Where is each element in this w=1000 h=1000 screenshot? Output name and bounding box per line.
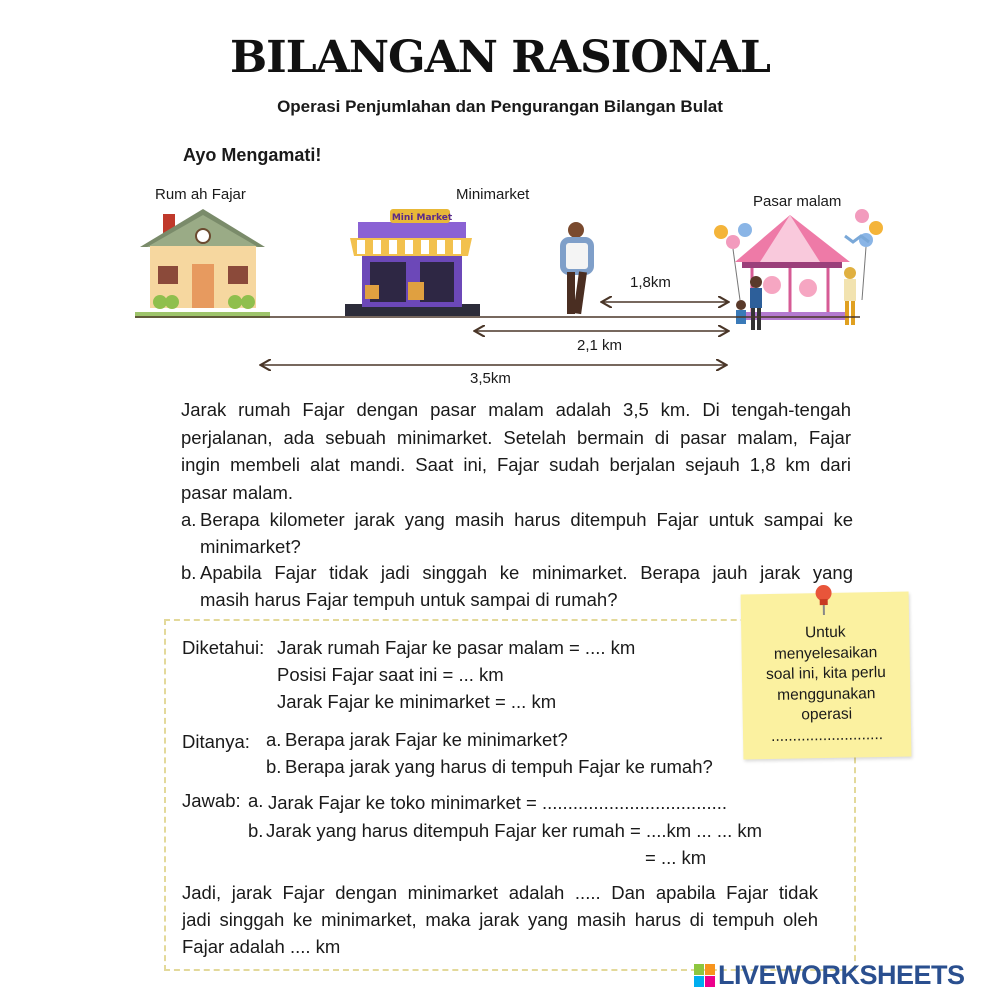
night-market-label: Pasar malam	[753, 193, 842, 210]
note-line: ..........................	[770, 725, 884, 745]
story-line: Jarak rumah Fajar dengan pasar malam adalah 3,5 km. Di tengah-tengah	[181, 399, 851, 420]
pushpin-icon	[808, 583, 839, 618]
asked-item: Berapa jarak Fajar ke minimarket?	[285, 729, 568, 750]
known-item: Jarak Fajar ke minimarket = ... km	[277, 691, 557, 712]
note-line: menggunakan	[777, 684, 876, 704]
conclusion-line: Jadi, jarak Fajar dengan minimarket adalah ..... Dan apabila Fajar tidak	[182, 882, 818, 903]
known-label: Diketahui:	[182, 637, 265, 658]
answer-marker: a.	[248, 790, 264, 811]
note-line: Untuk	[804, 623, 846, 642]
note-line: operasi	[801, 705, 853, 724]
answer-result: = ... km	[645, 847, 707, 868]
conclusion-line: jadi singgah ke minimarket, maka jarak yang masih harus di tempuh oleh	[182, 909, 818, 930]
page-title: BILANGAN RASIONAL	[229, 32, 770, 83]
question-text: minimarket?	[200, 536, 301, 557]
brand-logo-icon	[694, 964, 716, 993]
story-line: ingin membeli alat mandi. Saat ini, Fajar sudah berjalan sejauh 1,8 km dari	[181, 454, 851, 475]
asked-marker: a.	[266, 729, 282, 750]
brand-name[interactable]: LIVEWORKSHEETS	[718, 960, 965, 990]
answer-marker: b.	[248, 820, 264, 841]
answer-label: Jawab:	[182, 790, 241, 811]
question-text: masih harus Fajar tempuh untuk sampai di rumah?	[200, 589, 618, 610]
minimarket-icon	[345, 209, 480, 316]
question-a	[181, 506, 853, 560]
conclusion-paragraph	[182, 879, 818, 960]
distance-minimarket-label: 2,1 km	[577, 337, 623, 354]
distance-total-label: 3,5km	[470, 370, 511, 387]
conclusion-line: Fajar adalah .... km	[182, 936, 341, 957]
question-marker: b.	[181, 562, 197, 583]
section-heading: Ayo Mengamati!	[183, 145, 322, 165]
minimarket-label: Minimarket	[456, 186, 530, 203]
house-icon	[135, 209, 270, 318]
known-item: Jarak rumah Fajar ke pasar malam = .... km	[277, 637, 636, 658]
sticky-note-text	[741, 622, 911, 748]
question-text: Apabila Fajar tidak jadi singgah ke minimarket. Berapa jauh jarak yang	[200, 562, 853, 583]
distance-walked-label: 1,8km	[630, 274, 671, 291]
story-line: perjalanan, ada sebuah minimarket. Setelah bermain di pasar malam, Fajar	[181, 426, 851, 448]
known-item: Posisi Fajar saat ini = ... km	[277, 664, 504, 685]
sticky-note	[741, 592, 912, 760]
question-marker: a.	[181, 509, 197, 530]
answer-line: Jarak yang harus ditempuh Fajar ker rumah = ....km ... ... km	[266, 820, 763, 841]
story-paragraph	[181, 396, 851, 506]
answer-line: Jarak Fajar ke toko minimarket = ....................................	[268, 792, 728, 813]
page-subtitle: Operasi Penjumlahan dan Pengurangan Bilangan Bulat	[277, 97, 723, 116]
house-label: Rum ah Fajar	[155, 186, 246, 203]
note-line: soal ini, kita perlu	[765, 663, 886, 684]
story-line: pasar malam.	[181, 481, 294, 503]
asked-item: Berapa jarak yang harus di tempuh Fajar ke rumah?	[285, 756, 713, 777]
asked-label: Ditanya:	[182, 731, 250, 752]
scene-illustration	[0, 0, 1000, 400]
person-icon	[563, 222, 591, 314]
shop-sign-text: Mini Market	[391, 213, 453, 223]
carousel-icon	[714, 209, 883, 330]
note-line: menyelesaikan	[773, 643, 878, 663]
question-text: Berapa kilometer jarak yang masih harus ditempuh Fajar untuk sampai ke	[200, 509, 853, 530]
asked-marker: b.	[266, 756, 282, 777]
